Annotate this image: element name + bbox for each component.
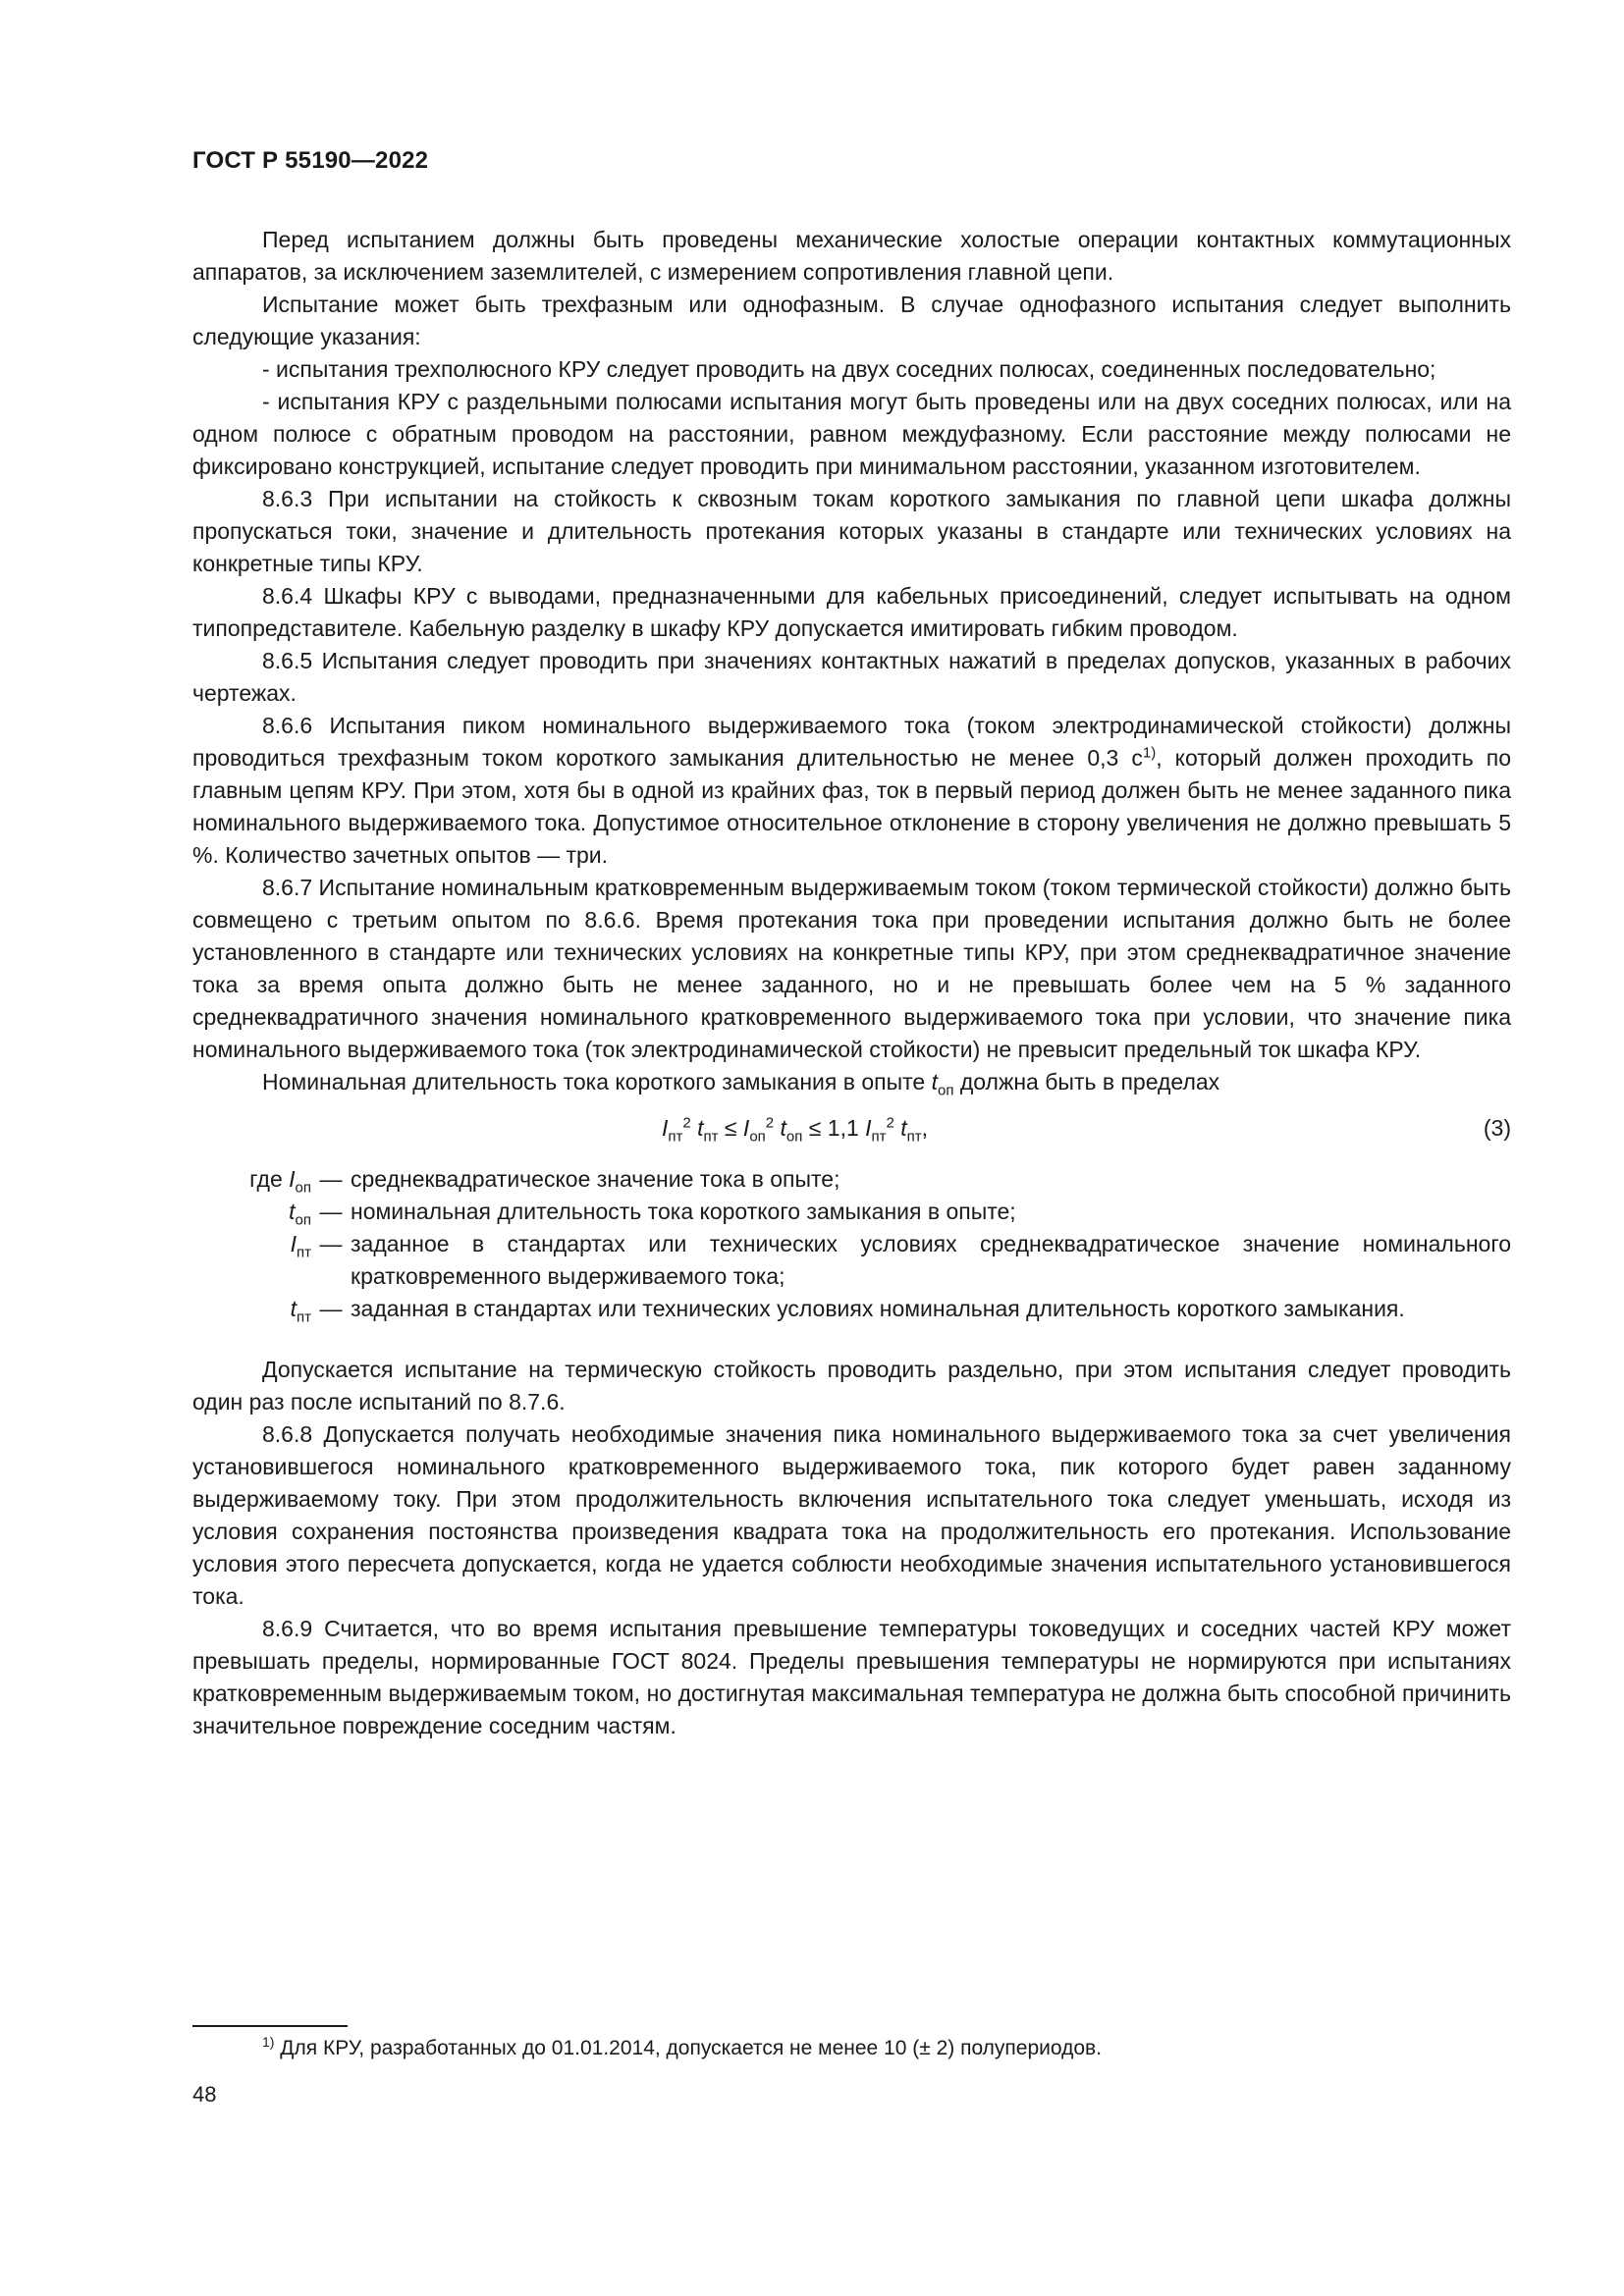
definition-text: номинальная длительность тока короткого замыкания в опыте;	[351, 1199, 1016, 1224]
footnote-marker: 1)	[262, 2034, 275, 2050]
symbol-sub-pt: пт	[297, 1244, 311, 1261]
symbol-t: t	[931, 1069, 938, 1095]
symbol-sub-pt: пт	[906, 1128, 922, 1146]
definition-t-op	[192, 1196, 1511, 1228]
definition-text: заданная в стандартах или технических условиях номинальная длительность короткого замыкания.	[351, 1296, 1405, 1321]
paragraph-8-6-6-start: 8.6.6 Испытания пиком номинального выдерживаемого тока (током электродинамической стойкости) должны проводиться трехфазным током короткого замыкания длительностью не менее 0,3 с	[192, 713, 1511, 771]
symbol-I: I	[662, 1115, 669, 1141]
formula-expression	[662, 1112, 928, 1145]
paragraph-8-6-5: 8.6.5 Испытания следует проводить при значениях контактных нажатий в пределах допусков, указанных в рабочих чертежах.	[192, 648, 1511, 706]
symbol-square: 2	[682, 1114, 691, 1132]
formula-le: ≤	[724, 1115, 737, 1141]
footnote-divider	[192, 2025, 348, 2027]
symbol-I: I	[289, 1166, 296, 1192]
definition-t-pt	[192, 1293, 1511, 1325]
paragraph-phase-test: Испытание может быть трехфазным или однофазным. В случае однофазного испытания следует выполнить следующие указания:	[192, 292, 1511, 349]
document-header: ГОСТ Р 55190—2022	[192, 147, 429, 174]
definition-dash: —	[319, 1296, 343, 1321]
paragraph-idle-operations: Перед испытанием должны быть проведены механические холостые операции контактных коммутационных аппаратов, за исключением заземлителей, с измерением сопротивления главной цепи.	[192, 227, 1511, 285]
footnote-text: Для КРУ, разработанных до 01.01.2014, допускается не менее 10 (± 2) полупериодов.	[280, 2037, 1103, 2059]
definition-dash: —	[319, 1231, 343, 1256]
paragraph-duration-start: Номинальная длительность тока короткого замыкания в опыте	[262, 1069, 926, 1095]
paragraph-separate-poles: - испытания КРУ с раздельными полюсами испытания могут быть проведены или на двух соседних полюсах, или на одном полюсе с обратным проводом на расстоянии, равном междуфазному. Если расстояние между полюсами не фиксировано конструкцией, испытание следует проводить при минимальном расстоянии, указанном изготовителем.	[192, 389, 1511, 479]
symbol-t: t	[289, 1199, 296, 1224]
symbol-sub-pt: пт	[871, 1128, 887, 1146]
symbol-sub-pt: пт	[703, 1128, 719, 1146]
paragraph-8-6-6-end: , который должен проходить по главным цепям КРУ. При этом, хотя бы в одной из крайних фаз, ток в первый период должен быть не менее заданного пика номинального выдерживаемого тока. Допустимое относительное отклонение в сторону увеличения не должно превышать 5 %. Количество зачетных опытов — три.	[192, 745, 1511, 868]
where-word: где	[249, 1166, 283, 1192]
symbol-I: I	[865, 1115, 872, 1141]
formula-factor: 1,1	[827, 1115, 859, 1141]
paragraph-8-6-6	[192, 710, 1511, 872]
symbol-t: t	[780, 1115, 786, 1141]
main-text	[192, 224, 1511, 1742]
definition-symbol	[192, 1196, 311, 1228]
symbol-sub-op: оп	[937, 1082, 954, 1099]
paragraph-8-6-7: 8.6.7 Испытание номинальным кратковременным выдерживаемым током (током термической стойкости) должно быть совмещено с третьим опытом по 8.6.6. Время протекания тока при проведении испытания должно быть не более установленного в стандарте или технических условиях на конкретные типы КРУ, при этом среднеквадратичное значение тока за время опыта должно быть не менее заданного, но и не превышать более чем на 5 % заданного среднеквадратичного значения номинального кратковременного выдерживаемого тока при условии, что значение пика номинального выдерживаемого тока (ток электродинамической стойкости) не превысит предельный ток шкафа КРУ.	[192, 875, 1511, 1062]
paragraph-8-6-4: 8.6.4 Шкафы КРУ с выводами, предназначенными для кабельных присоединений, следует испытывать на одном типопредставителе. Кабельную разделку в шкафу КРУ допускается имитировать гибким проводом.	[192, 583, 1511, 641]
formula-le: ≤	[808, 1115, 822, 1141]
page-number: 48	[192, 2082, 217, 2107]
paragraph-duration-limits	[192, 1066, 1511, 1098]
formula-3	[192, 1098, 1511, 1163]
footnote	[262, 2034, 1103, 2060]
symbol-square: 2	[765, 1114, 775, 1132]
definition-dash: —	[319, 1199, 343, 1224]
paragraph-duration-end: должна быть в пределах	[959, 1069, 1220, 1095]
symbol-t: t	[290, 1296, 297, 1321]
paragraph-thermal-separate: Допускается испытание на термическую стойкость проводить раздельно, при этом испытания следует проводить один раз после испытаний по 8.7.6.	[192, 1357, 1511, 1415]
symbol-sub-op: оп	[295, 1211, 311, 1229]
symbol-sub-op: оп	[295, 1179, 311, 1197]
definition-I-pt	[192, 1228, 1511, 1293]
definition-symbol	[192, 1228, 311, 1260]
symbol-sub-pt: пт	[297, 1308, 311, 1326]
symbol-square: 2	[886, 1114, 894, 1132]
definition-I-op	[192, 1163, 1511, 1196]
definition-symbol	[192, 1293, 311, 1325]
paragraph-8-6-8: 8.6.8 Допускается получать необходимые значения пика номинального выдерживаемого тока за счет увеличения установившегося номинального кратковременного выдерживаемого тока, пик которого будет равен заданному выдерживаемому току. При этом продолжительность включения испытательного тока следует уменьшать, исходя из условия сохранения постоянства произведения квадрата тока на продолжительность его протекания. Использование условия этого пересчета допускается, когда не удается соблюсти необходимые значения испытательного установившегося тока.	[192, 1421, 1511, 1609]
definition-text: заданное в стандартах или технических условиях среднеквадратическое значение номинального кратковременного выдерживаемого тока;	[351, 1231, 1511, 1289]
symbol-I: I	[290, 1231, 297, 1256]
definition-dash: —	[319, 1166, 343, 1192]
symbol-t: t	[900, 1115, 907, 1141]
symbol-I: I	[742, 1115, 750, 1141]
formula-comma: ,	[921, 1115, 929, 1141]
footnote-reference: 1)	[1142, 744, 1157, 762]
formula-definitions	[192, 1163, 1511, 1325]
paragraph-three-pole: - испытания трехполюсного КРУ следует проводить на двух соседних полюсах, соединенных последовательно;	[262, 356, 1436, 382]
symbol-sub-op: оп	[749, 1128, 766, 1146]
formula-number: (3)	[1483, 1115, 1511, 1141]
symbol-sub-pt: пт	[668, 1128, 683, 1146]
paragraph-8-6-9: 8.6.9 Считается, что во время испытания превышение температуры токоведущих и соседних частей КРУ может превышать пределы, нормированные ГОСТ 8024. Пределы превышения температуры не нормируются при испытаниях кратковременным выдерживаемым током, но достигнутая максимальная температура не должна быть способной причинить значительное повреждение соседним частям.	[192, 1616, 1511, 1738]
symbol-sub-op: оп	[785, 1128, 803, 1146]
definition-symbol	[192, 1163, 311, 1196]
paragraph-8-6-3: 8.6.3 При испытании на стойкость к сквозным токам короткого замыкания по главной цепи шкафа должны пропускаться токи, значение и длительность протекания которых указаны в стандарте или технических условиях на конкретные типы КРУ.	[192, 486, 1511, 576]
definition-text: среднеквадратическое значение тока в опыте;	[351, 1166, 840, 1192]
symbol-t: t	[697, 1115, 704, 1141]
